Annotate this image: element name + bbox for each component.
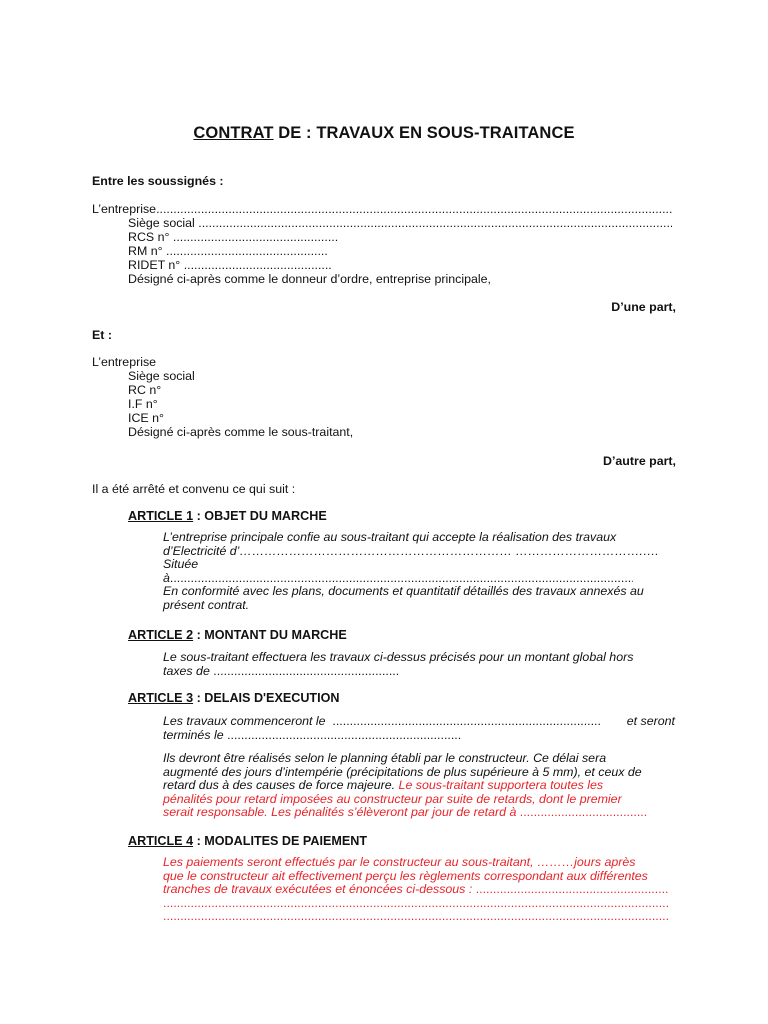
article-3-body	[163, 715, 675, 742]
et-heading: Et :	[92, 328, 112, 342]
party1-siege-line	[128, 216, 672, 230]
article-3-end-prefix: et seront	[626, 714, 675, 728]
article-4-line-2: que le constructeur ait effectivement perçu les règlements correspondant aux différentes	[163, 868, 648, 883]
article-3-end-label: terminés le	[163, 727, 224, 742]
article-3-start-field	[332, 715, 600, 729]
article-4-tranches-field	[476, 883, 669, 897]
article-1-number: ARTICLE 1	[128, 509, 194, 523]
page-title	[0, 124, 768, 143]
article-1-line-6: présent contrat.	[163, 597, 250, 612]
party1-entreprise-field	[156, 202, 672, 216]
article-4-title: : MODALITES DE PAIEMENT	[193, 834, 368, 848]
party1-siege-label: Siège social	[128, 216, 195, 230]
party1-rcs-line	[128, 230, 338, 244]
article-2-taxes-label: taxes de	[163, 663, 210, 678]
article-3-end-field	[227, 729, 461, 743]
article-3-penalty-text: Le sous-traitant supportera toutes les	[395, 778, 604, 793]
party1-rm-field	[166, 244, 328, 258]
party2-if: I.F n°	[128, 397, 158, 411]
party1-rcs-label: RCS n°	[128, 230, 170, 244]
article-3-para-line-4: pénalités pour retard imposées au constructeur par suite de retards, dont le premier	[163, 791, 622, 806]
article-3-para-line-5	[163, 806, 647, 820]
party1-ridet-line	[128, 258, 332, 272]
article-2-heading	[128, 628, 347, 642]
title-contrat: CONTRAT	[193, 124, 274, 142]
article-3-penalty-field	[520, 806, 647, 820]
party2-ice: ICE n°	[128, 411, 164, 425]
article-1-line-4	[163, 572, 633, 586]
party1-rm-label: RM n°	[128, 244, 163, 258]
article-2-body	[163, 651, 675, 678]
article-4-line-3	[163, 883, 669, 897]
entre-heading: Entre les soussignés :	[92, 174, 224, 188]
article-1-line-2: d’Electricité d’………………………………………………………… ………………………….….	[163, 543, 659, 558]
article-4-heading	[128, 834, 367, 848]
article-3-para-line-3	[163, 779, 675, 793]
article-1-heading	[128, 509, 327, 523]
article-1-a-label: à	[163, 570, 170, 585]
article-2-title: : MONTANT DU MARCHE	[193, 628, 347, 642]
article-4-line-1: Les paiements seront effectués par le constructeur au sous-traitant, ………jours après	[163, 855, 636, 869]
article-2-line-1: Le sous-traitant effectuera les travaux ci-dessus précisés pour un montant global hors	[163, 650, 634, 664]
article-1-line-1: L’entreprise principale confie au sous-traitant qui accepte la réalisation des travaux	[163, 530, 617, 544]
party1-part: D’une part,	[611, 300, 676, 314]
party1-rcs-field	[173, 230, 338, 244]
party2-part: D’autre part,	[603, 454, 676, 468]
party2-entreprise: L’entreprise	[92, 355, 157, 369]
arrete-text: Il a été arrêté et convenu ce qui suit :	[92, 482, 296, 496]
article-2-line-2	[163, 665, 399, 679]
article-3-paragraph	[163, 752, 675, 820]
article-4-body	[163, 856, 675, 924]
article-3-para-line-1: Ils devront être réalisés selon le planning établi par le constructeur. Ce délai sera	[163, 751, 607, 765]
party1-siege-field	[198, 216, 672, 230]
article-3-line-1	[163, 715, 675, 729]
title-rest: DE : TRAVAUX EN SOUS-TRAITANCE	[273, 124, 575, 142]
article-2-number: ARTICLE 2	[128, 628, 194, 642]
article-3-heading	[128, 691, 340, 705]
party2-rc: RC n°	[128, 383, 162, 397]
article-1-line-3: Située	[163, 557, 199, 572]
article-4-number: ARTICLE 4	[128, 834, 194, 848]
article-3-number: ARTICLE 3	[128, 691, 194, 705]
article-3-para-line-3a: retard dus à des causes de force majeure.	[163, 778, 396, 793]
party1-rm-line	[128, 244, 328, 258]
party1-entreprise-label: L’entreprise	[92, 202, 157, 216]
article-3-start-label: Les travaux commenceront le	[163, 714, 326, 728]
party1-ridet-label: RIDET n°	[128, 258, 181, 272]
article-4-tranches-label: tranches de travaux exécutées et énoncées ci-dessous :	[163, 882, 473, 897]
party2-siege: Siège social	[128, 369, 195, 383]
party1-ridet-field	[184, 258, 332, 272]
party1-entreprise-line	[92, 202, 672, 216]
article-1-body	[163, 531, 675, 613]
article-1-location-field	[170, 572, 633, 586]
article-3-penalty-label: serait responsable. Les pénalités s’élèveront par jour de retard à	[163, 805, 517, 820]
article-3-para-line-2: augmenté des jours d’intempérie (précipitations de plus supérieure à 5 mm), et ceux de	[163, 764, 642, 779]
article-3-title: : DELAIS D'EXECUTION	[193, 691, 340, 705]
article-3-line-2	[163, 729, 461, 743]
party2-designe: Désigné ci-après comme le sous-traitant,	[128, 425, 354, 439]
party1-designe: Désigné ci-après comme le donneur d’ordre, entreprise principale,	[128, 272, 491, 286]
article-2-amount-field	[213, 665, 399, 679]
article-1-title: : OBJET DU MARCHE	[193, 509, 327, 523]
article-4-blank-line-1	[163, 897, 669, 911]
article-4-blank-line-2	[163, 910, 669, 924]
article-1-line-5: En conformité avec les plans, documents et quantitatif détaillés des travaux annexés au	[163, 584, 644, 599]
